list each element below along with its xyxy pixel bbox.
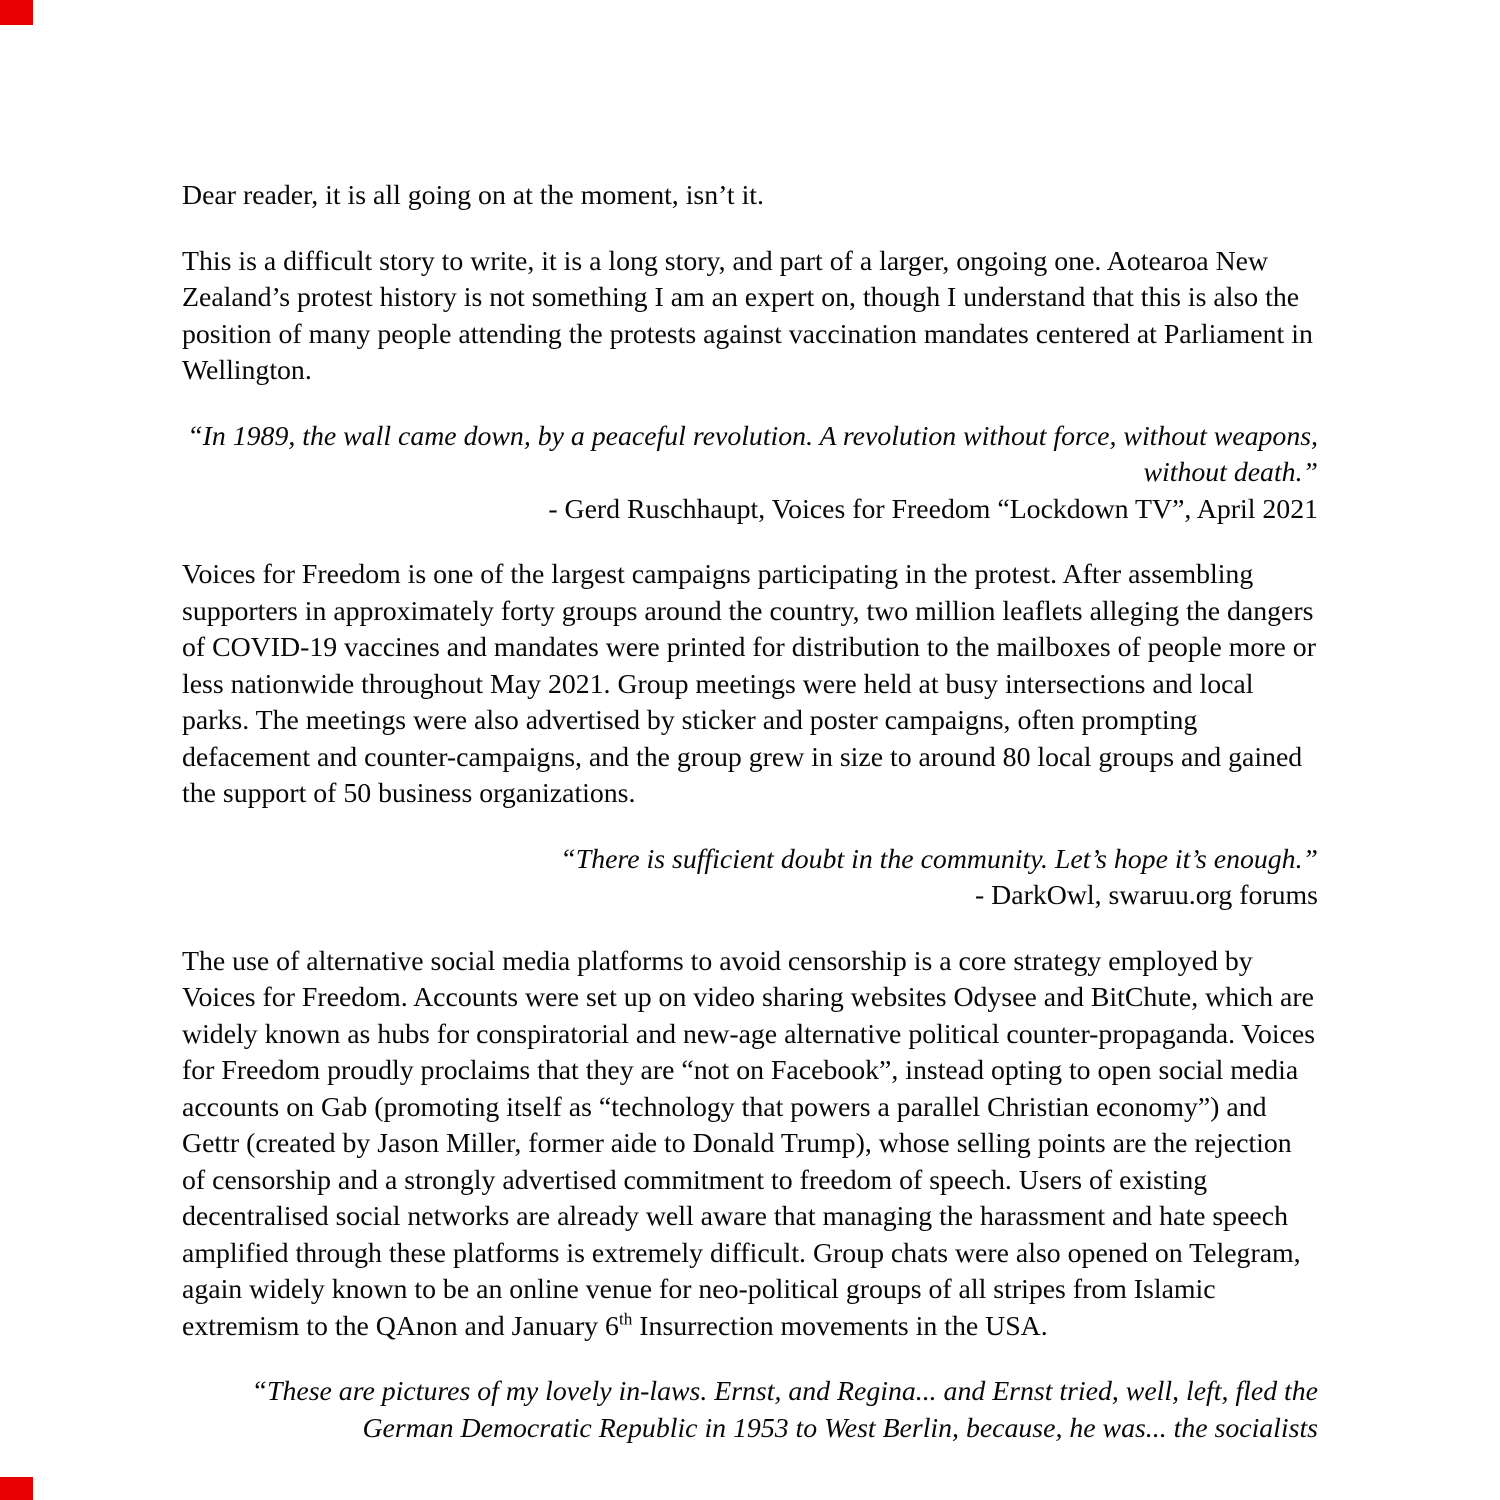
page-edge-marker-top xyxy=(0,0,33,25)
quote-sufficient-doubt: “There is sufficient doubt in the community. Let’s hope it’s enough.” xyxy=(560,843,1318,875)
superscript-th: th xyxy=(618,1309,633,1329)
document-content xyxy=(182,178,1318,1447)
attribution-gerd-ruschhaupt: - Gerd Ruschhaupt, Voices for Freedom “Lockdown TV”, April 2021 xyxy=(548,493,1318,525)
quote-in-laws: “These are pictures of my lovely in-laws. Ernst, and Regina... and Ernst tried, well, left, fled the German Democratic Republic in 1953 to West Berlin, because, he was... the socialists xyxy=(251,1376,1318,1444)
paragraph-voices-for-freedom: Voices for Freedom is one of the largest campaigns participating in the protest. After assembling supporters in approximately forty groups around the country, two million leaflets alleging the dangers of COVID-19 vaccines and mandates were printed for distribution to the mailboxes of people more or less nationwide throughout May 2021. Group meetings were held at busy intersections and local parks. The meetings were also advertised by sticker and poster campaigns, often prompting defacement and counter-campaigns, and the group grew in size to around 80 local groups and gained the support of 50 business organizations. xyxy=(182,559,1316,809)
paragraph-intro: This is a difficult story to write, it is a long story, and part of a larger, ongoing one. Aotearoa New Zealand’s protest history is not something I am an expert on, though I understand that this is also the position of many people attending the protests against vaccination mandates centered at Parliament in Wellington. xyxy=(182,245,1313,386)
attribution-darkowl: - DarkOwl, swaruu.org forums xyxy=(974,880,1318,911)
page-edge-marker-bottom xyxy=(0,1477,33,1500)
paragraph-greeting: Dear reader, it is all going on at the moment, isn’t it. xyxy=(182,180,764,211)
paragraph-social-media-strategy xyxy=(182,944,1318,1346)
quote-1989-wall: “In 1989, the wall came down, by a peaceful revolution. A revolution without force, without weapons, without death.” xyxy=(187,420,1318,488)
paragraph-social-media-text-start: The use of alternative social media platforms to avoid censorship is a core strategy employed by Voices for Freedom. Accounts were set up on video sharing websites Odysee and BitChute, which are widely known as hubs for conspiratorial and new-age alternative political counter-propaganda. Voices for Freedom proudly proclaims that they are “not on Facebook”, instead opting to open social media accounts on Gab (promoting itself as “technology that powers a parallel Christian economy”) and Gettr (created by Jason Miller, former aide to Donald Trump), whose selling points are the rejection of censorship and a strongly advertised commitment to freedom of speech. Users of existing decentralised social networks are already well aware that managing the harassment and hate speech amplified through these platforms is extremely difficult. Group chats were also opened on Telegram, again widely known to be an online venue for neo-political groups of all stripes from Islamic extremism to the QAnon and January 6 xyxy=(182,945,1316,1342)
paragraph-social-media-text-end: Insurrection movements in the USA. xyxy=(632,1310,1048,1342)
